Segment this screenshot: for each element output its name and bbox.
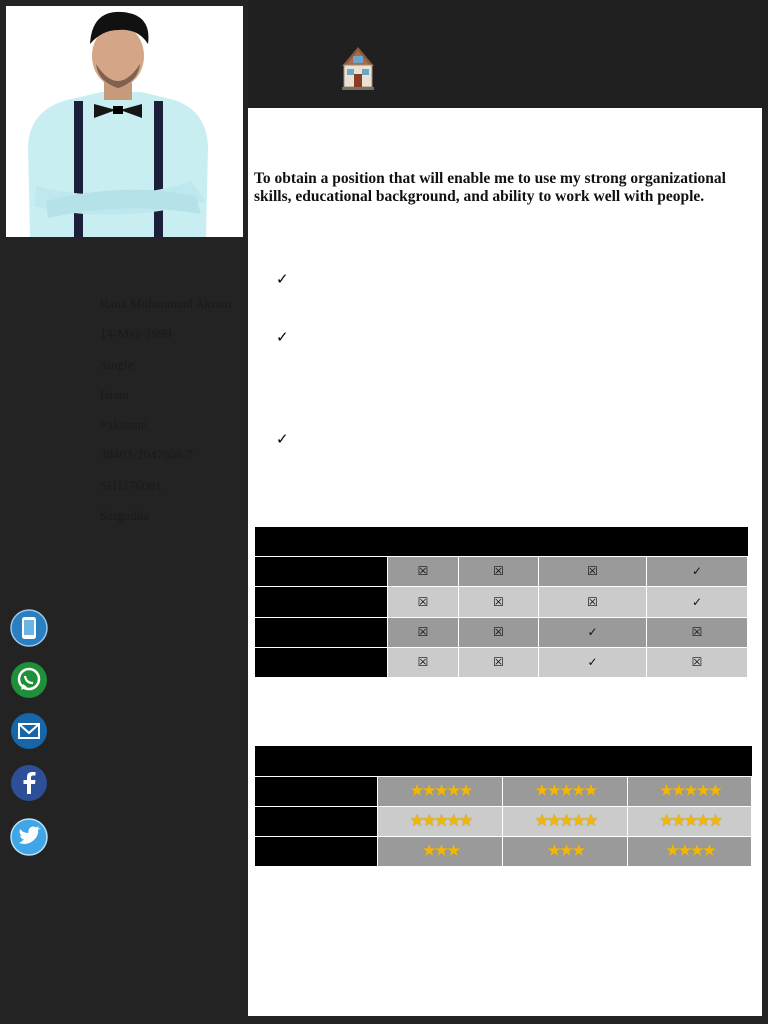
language-table [254, 527, 748, 678]
personal-info-list [10, 296, 246, 538]
star-icons: ★★★ [546, 841, 584, 861]
personal-row-nationality [10, 417, 246, 447]
table-cell: ☒ [539, 586, 647, 617]
star-icons: ★★★★ [665, 841, 714, 861]
objective-text: To obtain a position that will enable me to use my strong organizational skills, educational background, and ability to work well with people. [254, 170, 726, 205]
table-cell: ☒ [459, 617, 539, 647]
header-bar [248, 0, 768, 108]
whatsapp-icon[interactable] [10, 661, 48, 699]
star-rating [378, 806, 503, 836]
row-label-cell [255, 836, 378, 866]
star-icons: ★★★★★ [534, 811, 596, 831]
check-bullet: ✓ [276, 272, 289, 288]
personal-row-religion [10, 387, 246, 417]
personal-value: Single [100, 356, 134, 372]
table-cell: ☒ [539, 556, 647, 586]
table-header-row [255, 746, 752, 776]
table-cell: ☒ [459, 586, 539, 617]
star-rating [628, 806, 752, 836]
star-rating [378, 836, 503, 866]
personal-value: Islam [100, 386, 129, 402]
table-row [255, 776, 752, 806]
personal-value: Rana Muhammad Akram [100, 296, 232, 311]
table-cell: ☒ [388, 586, 459, 617]
personal-row-cnic [10, 447, 246, 477]
row-label-cell [255, 556, 388, 586]
main-content [248, 108, 762, 1016]
table-header-row [255, 527, 748, 556]
personal-value: Sargodha [100, 508, 149, 524]
table-cell: ✓ [539, 617, 647, 647]
table-cell: ☒ [647, 617, 748, 647]
facebook-icon[interactable] [10, 764, 48, 802]
personal-value: 14-May-1999 [100, 326, 172, 342]
personal-row-marital [10, 357, 246, 387]
table-row [255, 617, 748, 647]
star-icons: ★★★★★ [658, 811, 721, 831]
row-label-cell [255, 586, 388, 617]
personal-row-domicile [10, 508, 246, 538]
star-rating [628, 836, 752, 866]
table-cell: ✓ [647, 586, 748, 617]
row-label-cell [255, 806, 378, 836]
table-row [255, 806, 752, 836]
table-header-cell [255, 746, 752, 776]
star-icons: ★★★★★ [409, 811, 471, 831]
check-bullet: ✓ [276, 330, 289, 346]
table-row [255, 556, 748, 586]
table-row [255, 836, 752, 866]
personal-value: 38403-2047608-7 [100, 447, 194, 463]
table-cell: ☒ [388, 556, 459, 586]
table-row [255, 586, 748, 617]
row-label-cell [255, 776, 378, 806]
email-icon[interactable] [10, 712, 48, 750]
personal-row-name [10, 296, 246, 326]
star-icons: ★★★★★ [658, 781, 721, 801]
row-label-cell [255, 617, 388, 647]
table-cell: ☒ [388, 647, 459, 677]
profile-photo [6, 6, 243, 237]
star-rating [628, 776, 752, 806]
personal-row-dob [10, 326, 246, 356]
star-icons: ★★★ [421, 841, 459, 861]
table-cell: ☒ [459, 647, 539, 677]
table-row [255, 647, 748, 677]
table-cell: ✓ [647, 556, 748, 586]
table-header-cell [255, 527, 748, 556]
rating-table [254, 746, 752, 867]
phone-icon[interactable] [10, 609, 48, 647]
personal-value: SH1176081 [100, 477, 162, 493]
personal-value: Pakistani [100, 417, 148, 433]
star-rating [503, 776, 628, 806]
personal-row-passport [10, 478, 246, 508]
star-rating [378, 776, 503, 806]
star-icons: ★★★★★ [534, 781, 596, 801]
table-cell: ☒ [388, 617, 459, 647]
table-cell: ☒ [647, 647, 748, 677]
twitter-icon[interactable] [10, 818, 48, 856]
star-rating [503, 806, 628, 836]
table-cell: ☒ [459, 556, 539, 586]
header-title [328, 20, 708, 42]
star-icons: ★★★★★ [409, 781, 471, 801]
house-icon [338, 44, 378, 92]
row-label-cell [255, 647, 388, 677]
check-bullet: ✓ [276, 432, 289, 448]
star-rating [503, 836, 628, 866]
table-cell: ✓ [539, 647, 647, 677]
